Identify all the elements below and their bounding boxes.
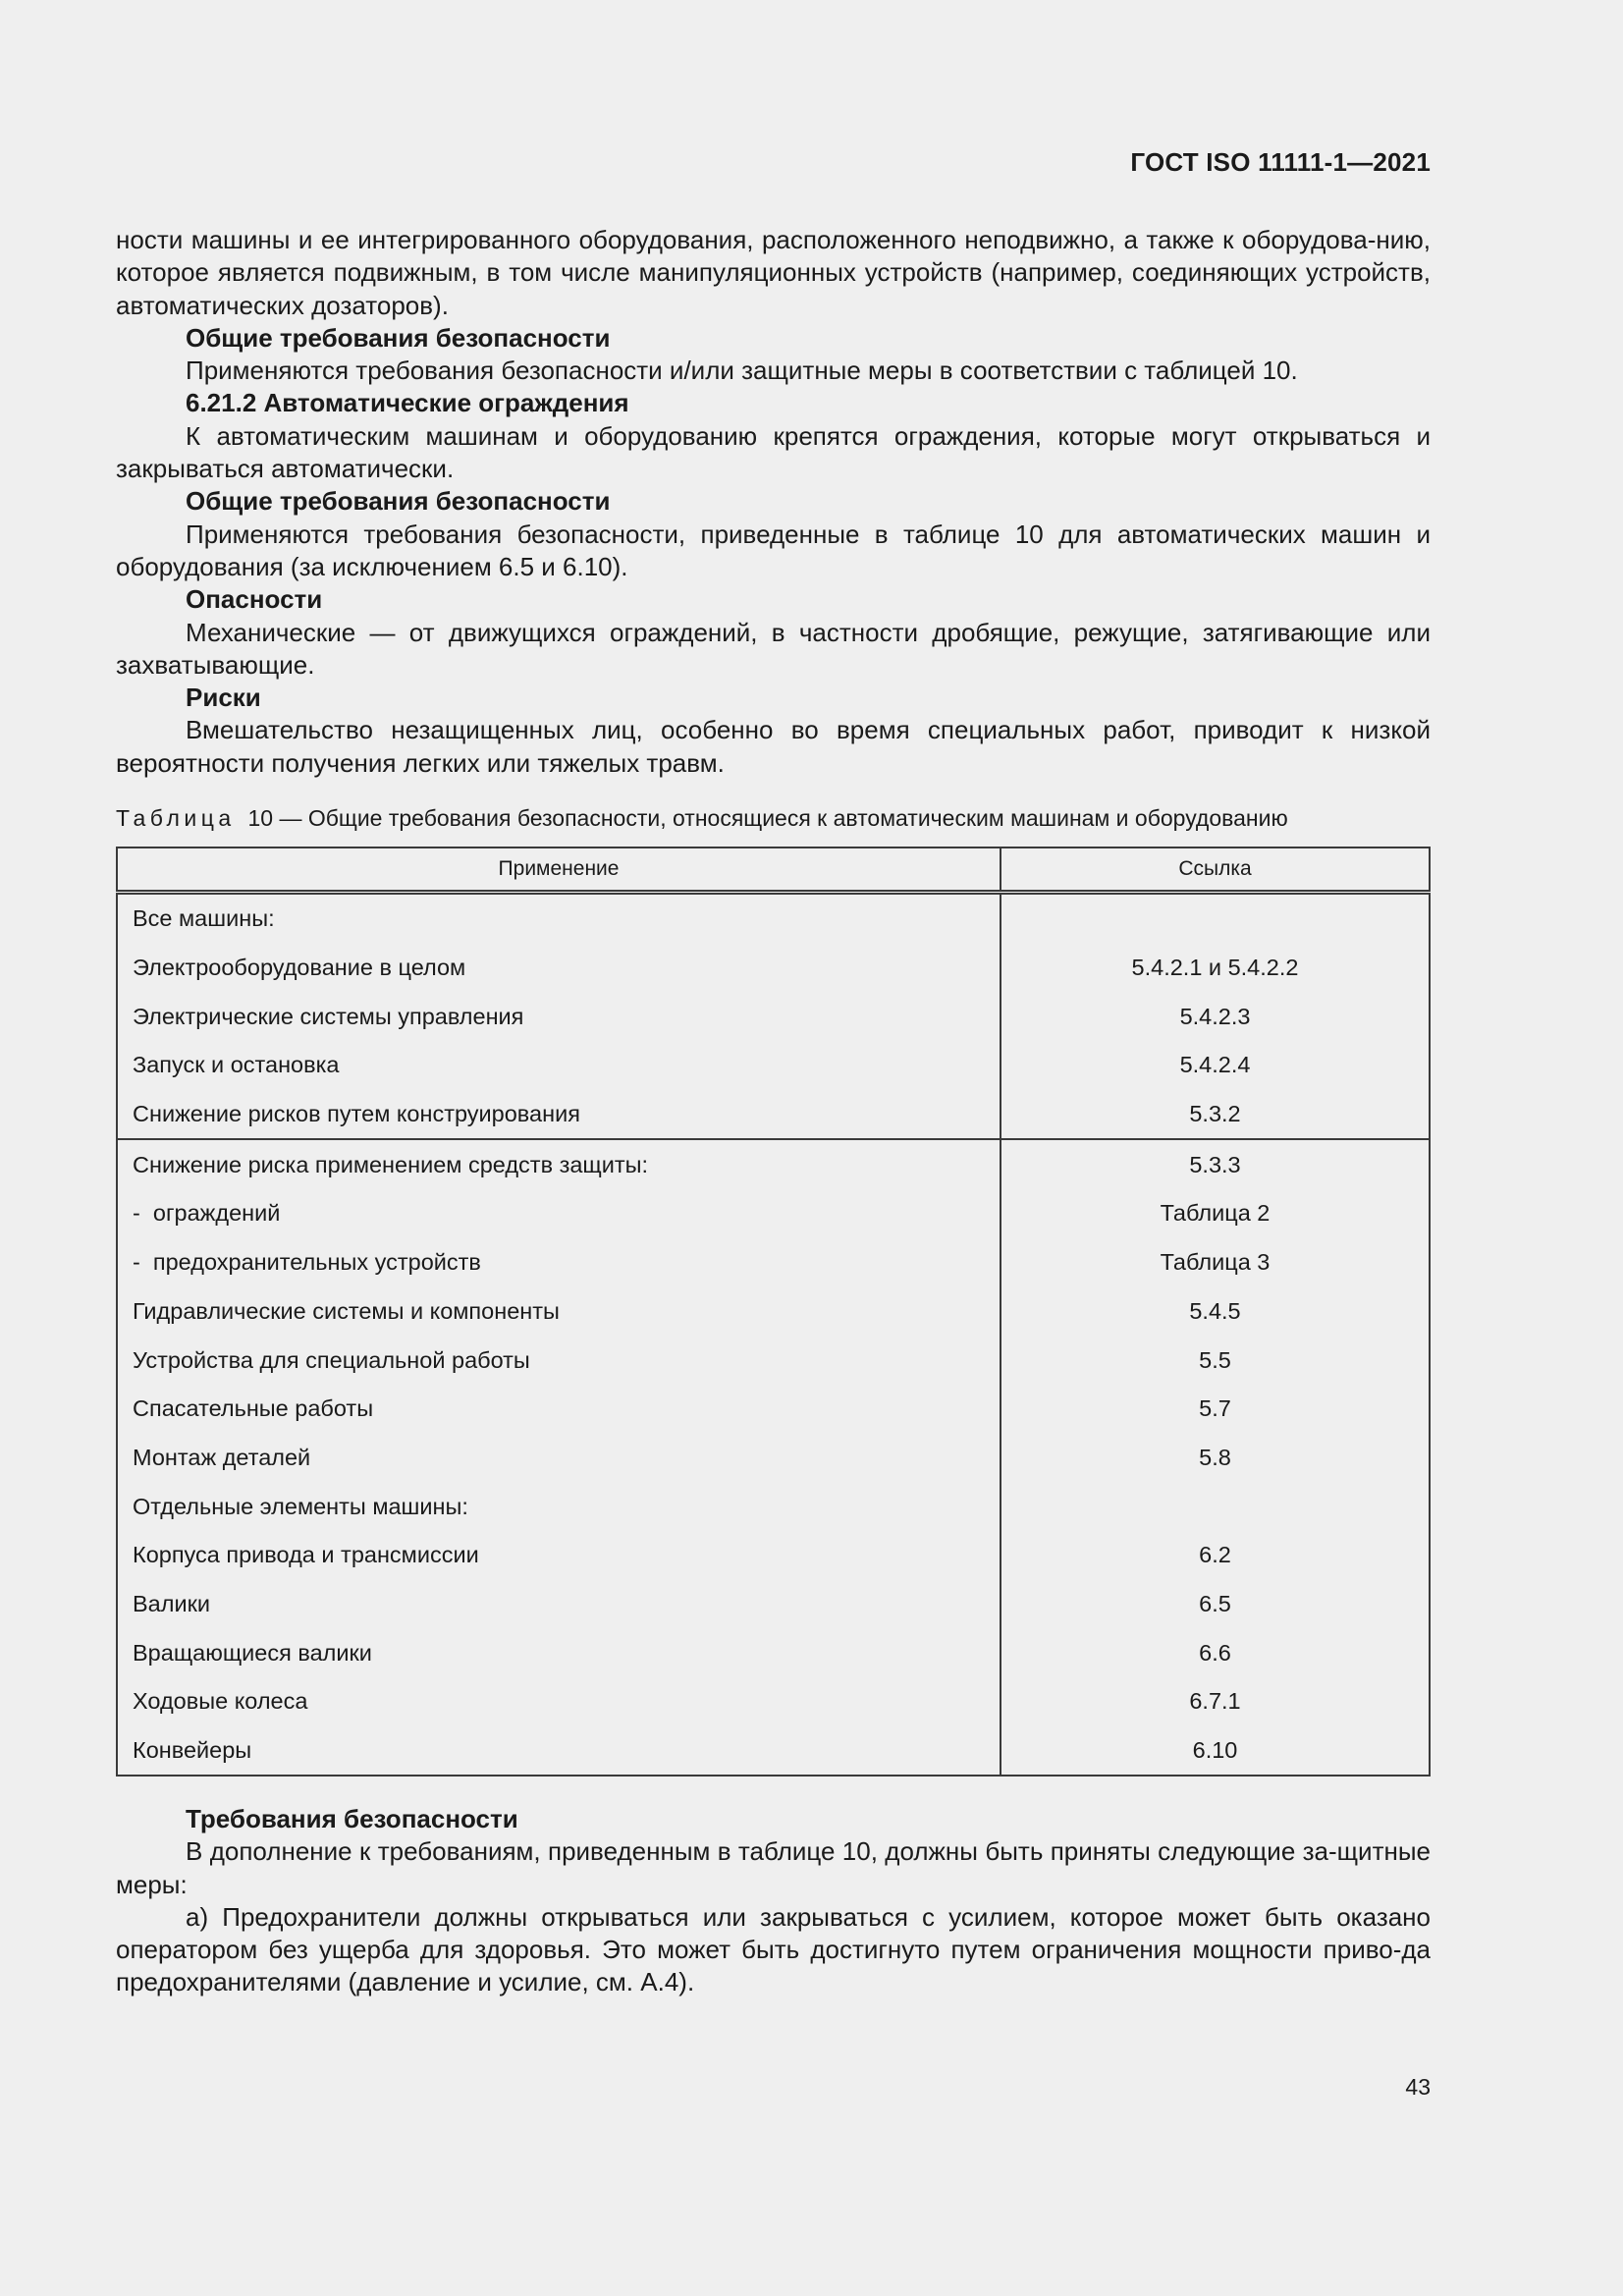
table-row [117,1434,1430,1483]
cell-application: Корпуса привода и трансмиссии [133,1542,479,1568]
cell-application: Электрооборудование в целом [133,955,466,981]
paragraph-continuation: ности машины и ее интегрированного оборудования, расположенного неподвижно, а также к оборудова-нию, которое является подвижным, в том числе манипуляционных устройств (например, соединяющих устройств, автоматических дозаторов). [116,225,1431,320]
cell-reference: 5.5 [1001,1336,1430,1385]
cell-application: Гидравлические системы и компоненты [133,1297,560,1324]
cell-application: - ограждений [133,1200,281,1227]
table-row [117,1336,1430,1385]
column-header-application: Применение [117,847,1001,893]
cell-reference: 6.5 [1001,1580,1430,1629]
table-row [117,992,1430,1041]
table-row [117,1580,1430,1629]
cell-application: Конвейеры [133,1737,252,1764]
paragraph: Применяются требования безопасности и/или защитные меры в соответствии с таблицей 10. [186,355,1298,386]
page-number: 43 [1405,2074,1431,2100]
cell-application: Монтаж деталей [133,1444,311,1470]
table-row [117,1677,1430,1726]
cell-reference: 5.4.5 [1001,1287,1430,1337]
heading-risks: Риски [186,683,261,713]
table-header-row [117,847,1430,893]
requirements-table [116,847,1431,1777]
cell-application: Вращающиеся валики [133,1639,372,1666]
table-row [117,1189,1430,1238]
cell-reference: 6.6 [1001,1628,1430,1677]
paragraph: Вмешательство незащищенных лиц, особенно во время специальных работ, приводит к низкой вероятности получения легких или тяжелых травм. [116,715,1431,778]
paragraph: Механические — от движущихся ограждений, в частности дробящие, режущие, затягивающие или захватывающие. [116,617,1431,680]
cell-reference [1001,893,1430,944]
cell-application: Ходовые колеса [133,1688,308,1715]
paragraph: К автоматическим машинам и оборудованию крепятся ограждения, которые могут открываться и закрываться автоматически. [116,420,1431,484]
document-header: ГОСТ ISO 11111-1—2021 [1130,147,1431,177]
cell-application: Валики [133,1590,210,1616]
paragraph: Применяются требования безопасности, приведенные в таблице 10 для автоматических машин и оборудования (за исключением 6.5 и 6.10). [116,519,1431,581]
paragraph: В дополнение к требованиям, приведенным в таблице 10, должны быть приняты следующие за-щитные меры: [116,1836,1431,1899]
cell-application: Снижение рисков путем конструирования [133,1101,580,1127]
cell-application: Снижение риска применением средств защиты: [117,1139,1001,1189]
section-heading-6-21-2: 6.21.2 Автоматические ограждения [186,388,629,418]
body-text-after-table [116,1803,1431,1999]
cell-reference: 5.3.2 [1001,1090,1430,1140]
heading-safety-requirements: Требования безопасности [186,1804,518,1833]
table-row [117,1238,1430,1287]
cell-reference: 5.8 [1001,1434,1430,1483]
cell-reference: 5.7 [1001,1385,1430,1434]
cell-application: Спасательные работы [133,1395,374,1422]
table-caption-text: 10 — Общие требования безопасности, относящиеся к автоматическим машинам и оборудованию [247,805,1288,831]
cell-reference: 6.10 [1001,1726,1430,1777]
cell-application: Устройства для специальной работы [133,1346,530,1373]
cell-application: Отдельные элементы машины: [133,1493,468,1519]
cell-reference: 5.4.2.3 [1001,992,1430,1041]
cell-reference: Таблица 2 [1001,1189,1430,1238]
cell-reference: Таблица 3 [1001,1238,1430,1287]
table-row [117,1531,1430,1580]
cell-application: Запуск и остановка [133,1052,340,1078]
cell-application: Электрические системы управления [133,1003,524,1029]
table-caption [116,805,1288,832]
table-row [117,893,1430,944]
heading-general-requirements: Общие требования безопасности [186,486,611,517]
cell-application: - предохранительных устройств [133,1249,481,1276]
body-text [116,224,1431,780]
table-row [117,1385,1430,1434]
table-row [117,1482,1430,1531]
table-caption-label: Таблица [116,805,236,831]
table-row [117,1041,1430,1090]
cell-reference: 6.2 [1001,1531,1430,1580]
table-row [117,1139,1430,1189]
column-header-reference: Ссылка [1001,847,1430,893]
cell-reference: 5.3.3 [1001,1139,1430,1189]
cell-reference: 5.4.2.4 [1001,1041,1430,1090]
list-item-a: а) Предохранители должны открываться или закрываться с усилием, которое может быть оказано оператором без ущерба для здоровья. Это может быть достигнуто путем ограничения мощности приво-да предохранителями (давление и усилие, см. А.4). [116,1901,1431,1997]
cell-application: Все машины: [133,905,275,932]
cell-reference: 6.7.1 [1001,1677,1430,1726]
table-row [117,1726,1430,1777]
table-row [117,1090,1430,1140]
table-row [117,944,1430,993]
table-row [117,1628,1430,1677]
table-row [117,1287,1430,1337]
heading-hazards: Опасности [186,584,323,615]
heading-general-requirements: Общие требования безопасности [186,322,611,353]
cell-reference: 5.4.2.1 и 5.4.2.2 [1001,944,1430,993]
cell-reference [1001,1482,1430,1531]
